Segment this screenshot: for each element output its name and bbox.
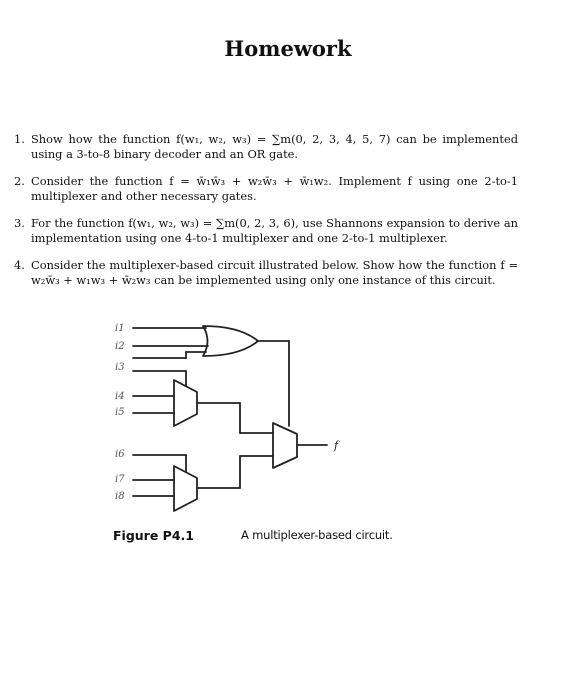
problem-number: 4.: [14, 258, 25, 272]
problem-number: 1.: [14, 132, 25, 146]
problem-text: Show how the function f(w₁, w₂, w₃) = ∑m(0, 2, 3, 4, 5, 7) can be implemented using a 3-to-8 binary decoder and an OR gate.: [31, 132, 518, 161]
figure-caption-number: Figure P4.1: [113, 528, 194, 543]
output-label: f: [334, 439, 339, 452]
input-label-i2: i2: [115, 341, 125, 352]
problem-number: 2.: [14, 174, 25, 188]
problem-number: 3.: [14, 216, 25, 230]
input-label-i1: i1: [115, 323, 125, 334]
mux-final: [273, 423, 297, 468]
mux-lower: [174, 466, 197, 511]
problem-text: Consider the multiplexer-based circuit illustrated below. Show how the function f = w₂w̄₃ + w₁w₃ + w̄₂w₃ can be implemented using only one instance of this circuit.: [31, 258, 518, 287]
input-label-i3: i3: [115, 362, 125, 373]
input-label-i5: i5: [115, 407, 125, 418]
or-gate: [203, 326, 258, 356]
input-label-i6: i6: [115, 449, 125, 460]
problem-text: For the function f(w₁, w₂, w₃) = ∑m(0, 2, 3, 6), use Shannons expansion to derive an implementation using one 4-to-1 multiplexer and one 2-to-1 multiplexer.: [31, 216, 518, 245]
mux-upper: [174, 380, 197, 426]
input-label-i4: i4: [115, 391, 125, 402]
page-title: Homework: [224, 36, 352, 61]
figure-caption-text: A multiplexer-based circuit.: [241, 528, 393, 542]
problem-text: Consider the function f = w̄₁w̄₃ + w₂w̄₃ + w̄₁w₂. Implement f using one 2-to-1 multiplexer and other necessary gates.: [31, 174, 518, 203]
input-label-i7: i7: [115, 474, 125, 485]
input-label-i8: i8: [115, 491, 125, 502]
